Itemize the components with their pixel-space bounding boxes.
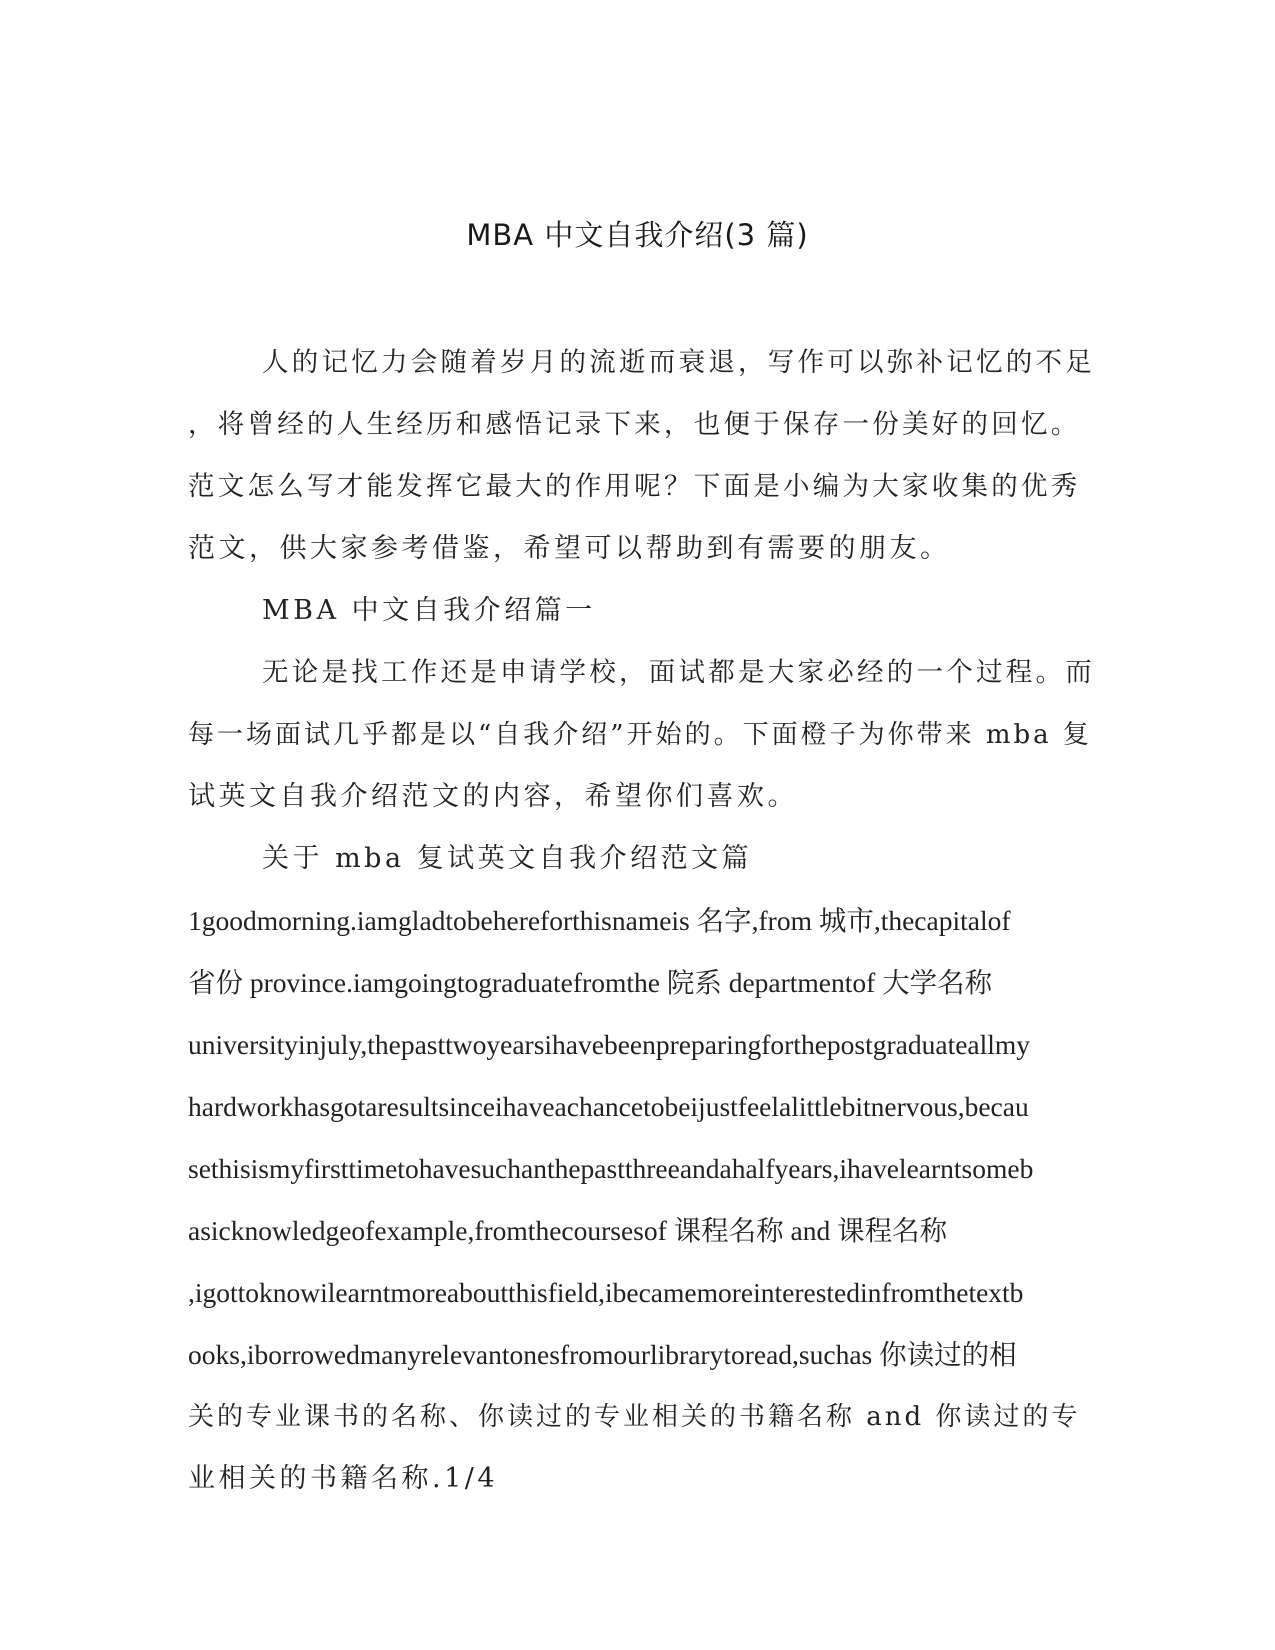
paragraph-line: 范文，供大家参考借鉴，希望可以帮助到有需要的朋友。 [188,533,951,564]
paragraph-line: 人的记忆力会随着岁月的流逝而衰退，写作可以弥补记忆的不足 [262,347,1095,378]
paragraph-line: 试英文自我介绍范文的内容，希望你们喜欢。 [188,781,798,812]
paragraph-line: 业相关的书籍名称.1/4 [188,1463,499,1494]
section-heading: MBA 中文自我介绍篇一 [262,595,596,626]
paragraph-line: 省份 province.iamgoingtograduatefromthe 院系 departmentof 大学名称 [188,967,993,998]
paragraph-line: ooks,iborrowedmanyrelevantonesfromourlibrarytoread,suchas 你读过的相 [188,1339,1017,1370]
paragraph-line: asicknowledgeofexample,fromthecoursesof 课程名称 and 课程名称 [188,1215,948,1246]
document-body [188,332,1098,1510]
document-title: MBA 中文自我介绍(3 篇) [466,218,809,252]
paragraph-line: ，将曾经的人生经历和感悟记录下来，也便于保存一份美好的回忆。 [188,409,1081,440]
paragraph-line: ,igottoknowilearntmoreaboutthisfield,ibecamemoreinterestedinfromthetextb [188,1277,1024,1308]
paragraph-line: 关的专业课书的名称、你读过的专业相关的书籍名称 and 你读过的专 [188,1402,1081,1432]
paragraph-line: 无论是找工作还是申请学校，面试都是大家必经的一个过程。而 [262,657,1095,688]
paragraph-line: hardworkhasgotaresultsinceihaveachancetobeijustfeelalittlebitnervous,becau [188,1091,1029,1122]
paragraph-line: 范文怎么写才能发挥它最大的作用呢？下面是小编为大家收集的优秀 [188,471,1081,502]
paragraph-line: universityinjuly,thepasttwoyearsihavebeenpreparingforthepostgraduateallmy [188,1029,1031,1060]
paragraph-line: sethisismyfirsttimetohavesuchanthepastthreeandahalfyears,ihavelearntsomeb [188,1153,1034,1184]
paragraph-line: 每一场面试几乎都是以“自我介绍”开始的。下面橙子为你带来 mba 复 [188,720,1092,750]
section-heading: 关于 mba 复试英文自我介绍范文篇 [262,843,753,874]
paragraph-line: 1goodmorning.iamgladtobehereforthisnameis 名字,from 城市,thecapitalof [188,905,1011,936]
